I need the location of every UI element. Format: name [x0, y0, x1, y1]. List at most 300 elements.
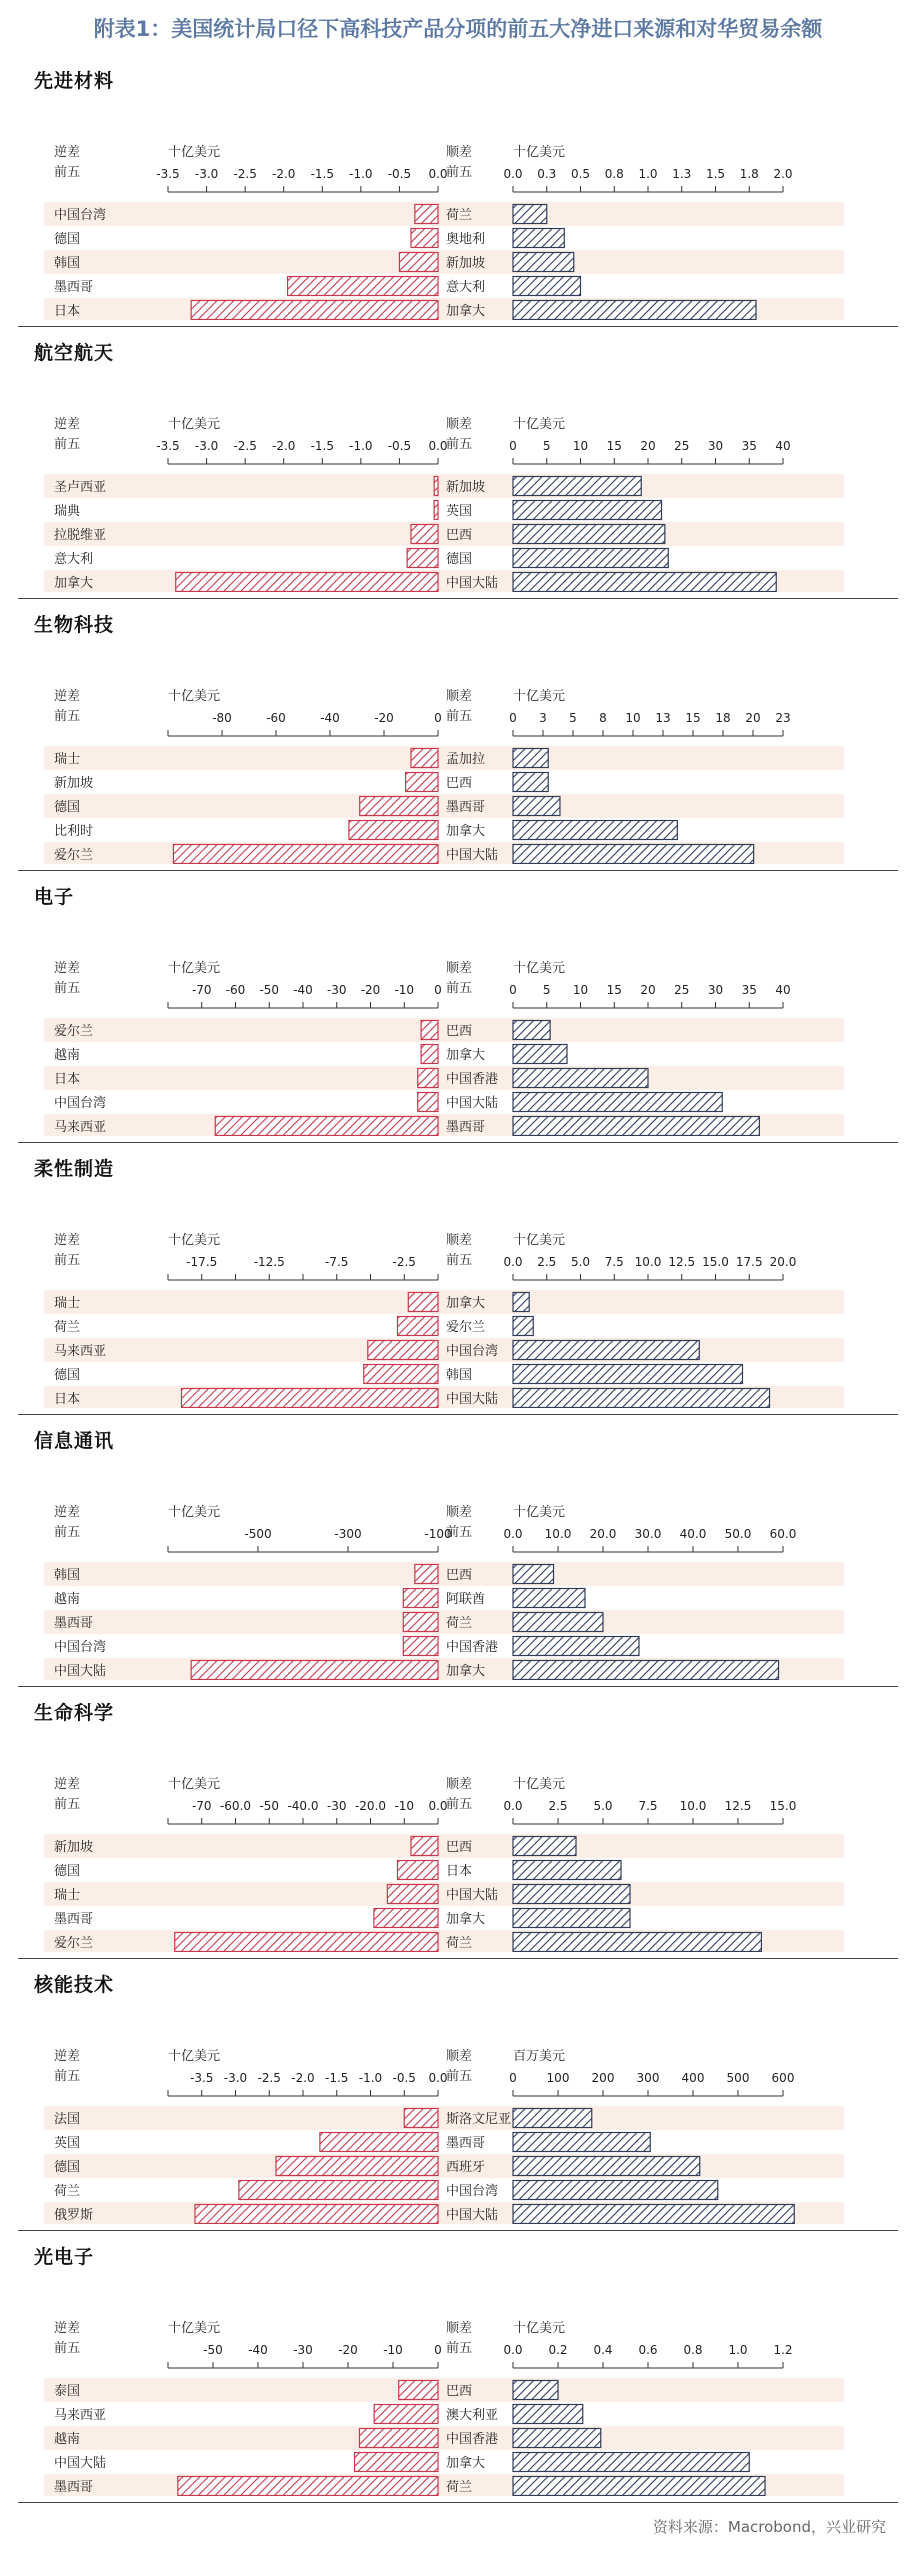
surplus-bar — [513, 1021, 550, 1040]
deficit-bar — [408, 1293, 438, 1312]
left-tick-label: -30 — [326, 1799, 347, 1813]
surplus-header: 前五 — [446, 165, 473, 180]
deficit-bar — [387, 1885, 438, 1904]
deficit-bar — [411, 1837, 438, 1856]
deficit-bar — [239, 2181, 438, 2200]
right-tick-label: 1.0 — [638, 167, 658, 181]
bar-chart — [18, 1732, 898, 1952]
left-unit-label: 十亿美元 — [168, 961, 221, 976]
right-tick-label: 40 — [775, 983, 791, 997]
deficit-header: 前五 — [54, 1253, 81, 1268]
right-tick-label: 15 — [685, 711, 701, 725]
right-tick-label: 0.0 — [503, 1255, 523, 1269]
surplus-bar — [513, 1317, 533, 1336]
chart-panel — [18, 1692, 898, 1964]
right-category-label: 斯洛文尼亚 — [446, 2112, 512, 2127]
right-category-label: 巴西 — [446, 2384, 473, 2399]
left-tick-label: -3.5 — [156, 439, 180, 453]
bar-chart — [18, 916, 898, 1136]
left-tick-label: -80 — [212, 711, 232, 725]
chart-panel — [18, 604, 898, 876]
right-category-label: 英国 — [446, 504, 473, 519]
left-unit-label: 十亿美元 — [168, 689, 221, 704]
left-tick-label: -20.0 — [354, 1799, 387, 1813]
right-unit-label: 十亿美元 — [513, 961, 566, 976]
deficit-bar — [195, 2205, 438, 2224]
right-tick-label: 0 — [509, 439, 517, 453]
surplus-header: 前五 — [446, 1525, 473, 1540]
chart-panel — [18, 332, 898, 604]
deficit-bar — [404, 2109, 438, 2128]
right-category-label: 中国台湾 — [446, 1344, 499, 1359]
left-category-label: 圣卢西亚 — [54, 480, 107, 495]
panel-separator — [18, 1686, 898, 1687]
bar-chart — [18, 1188, 898, 1408]
right-tick-label: 20 — [745, 711, 761, 725]
left-category-label: 马来西亚 — [54, 2408, 107, 2423]
source-note: 资料来源：Macrobond，兴业研究 — [652, 2518, 886, 2536]
deficit-header: 逆差 — [54, 145, 81, 160]
left-tick-label: -40 — [320, 711, 340, 725]
left-category-label: 中国大陆 — [54, 2456, 107, 2471]
row-band — [44, 746, 844, 770]
left-tick-label: -40 — [293, 983, 313, 997]
left-category-label: 韩国 — [54, 1568, 81, 1583]
surplus-bar — [513, 229, 564, 248]
right-tick-label: 0 — [509, 983, 517, 997]
deficit-header: 前五 — [54, 165, 81, 180]
right-category-label: 中国大陆 — [446, 848, 499, 863]
surplus-header: 顺差 — [446, 2321, 473, 2336]
surplus-bar — [513, 773, 548, 792]
deficit-header: 前五 — [54, 2069, 81, 2084]
left-tick-label: -2.5 — [233, 439, 257, 453]
surplus-bar — [513, 549, 668, 568]
right-category-label: 中国台湾 — [446, 2184, 499, 2199]
right-tick-label: 0.0 — [503, 167, 523, 181]
left-tick-label: 0 — [434, 2343, 442, 2357]
surplus-bar — [513, 1837, 576, 1856]
deficit-bar — [374, 1909, 438, 1928]
left-tick-label: -20 — [374, 711, 394, 725]
right-tick-label: 13 — [655, 711, 671, 725]
surplus-header: 前五 — [446, 981, 473, 996]
panel-separator — [18, 1414, 898, 1415]
surplus-header: 顺差 — [446, 417, 473, 432]
chart-panel — [18, 2236, 898, 2508]
deficit-bar — [399, 253, 438, 272]
deficit-header: 前五 — [54, 1525, 81, 1540]
deficit-header: 逆差 — [54, 1233, 81, 1248]
right-category-label: 中国大陆 — [446, 2208, 499, 2223]
left-category-label: 马来西亚 — [54, 1344, 107, 1359]
surplus-bar — [513, 573, 776, 592]
left-category-label: 日本 — [54, 1072, 81, 1087]
right-category-label: 新加坡 — [446, 256, 486, 271]
left-tick-label: -30 — [326, 983, 347, 997]
right-tick-label: 12.5 — [668, 1255, 696, 1269]
right-category-label: 意大利 — [446, 280, 486, 295]
row-band — [44, 1834, 844, 1858]
chart-panel — [18, 1420, 898, 1692]
right-tick-label: 40.0 — [679, 1527, 707, 1541]
right-tick-label: 30.0 — [634, 1527, 662, 1541]
deficit-header: 逆差 — [54, 1505, 81, 1520]
surplus-header: 前五 — [446, 709, 473, 724]
right-tick-label: 15.0 — [702, 1255, 729, 1269]
surplus-bar — [513, 2133, 650, 2152]
deficit-bar — [406, 773, 438, 792]
left-category-label: 德国 — [54, 800, 81, 815]
left-category-label: 瑞士 — [54, 1296, 81, 1311]
deficit-bar — [434, 477, 438, 496]
row-band — [44, 2426, 844, 2450]
surplus-bar — [513, 1045, 567, 1064]
right-tick-label: 10 — [572, 983, 589, 997]
right-tick-label: 10 — [625, 711, 641, 725]
surplus-bar — [513, 2381, 558, 2400]
left-tick-label: -100 — [424, 1527, 452, 1541]
surplus-bar — [513, 1909, 630, 1928]
right-tick-label: 0.0 — [503, 1799, 523, 1813]
panel-separator — [18, 1142, 898, 1143]
right-tick-label: 20 — [640, 983, 656, 997]
right-category-label: 爱尔兰 — [446, 1320, 486, 1335]
right-category-label: 中国香港 — [446, 1640, 499, 1655]
deficit-bar — [418, 1069, 438, 1088]
deficit-header: 逆差 — [54, 689, 81, 704]
right-category-label: 中国香港 — [446, 2432, 499, 2447]
surplus-header: 前五 — [446, 1797, 473, 1812]
left-tick-label: -50 — [259, 1799, 280, 1813]
right-unit-label: 十亿美元 — [513, 1233, 566, 1248]
left-tick-label: -2.5 — [233, 167, 257, 181]
left-tick-label: -1.5 — [310, 167, 334, 181]
right-tick-label: 25 — [674, 983, 690, 997]
right-tick-label: 10 — [572, 439, 589, 453]
right-tick-label: 30 — [707, 983, 724, 997]
left-category-label: 爱尔兰 — [54, 848, 94, 863]
panel-title: 光电子 — [34, 2246, 95, 2268]
right-tick-label: 5 — [542, 439, 551, 453]
left-category-label: 荷兰 — [54, 2184, 81, 2199]
right-tick-label: 17.5 — [735, 1255, 763, 1269]
left-tick-label: -50 — [203, 2343, 223, 2357]
right-tick-label: 0.2 — [548, 2343, 568, 2357]
right-tick-label: 300 — [636, 2071, 660, 2085]
left-category-label: 德国 — [54, 2160, 81, 2175]
right-tick-label: 0.8 — [604, 167, 624, 181]
deficit-header: 逆差 — [54, 2321, 81, 2336]
deficit-bar — [411, 749, 438, 768]
surplus-bar — [513, 2405, 583, 2424]
surplus-header: 前五 — [446, 2341, 473, 2356]
right-category-label: 加拿大 — [446, 2456, 486, 2471]
left-tick-label: -60 — [225, 983, 246, 997]
right-category-label: 中国大陆 — [446, 576, 499, 591]
right-tick-label: 2.5 — [537, 1255, 557, 1269]
chart-panel — [18, 1964, 898, 2236]
right-tick-label: 0 — [509, 2071, 517, 2085]
right-tick-label: 10.0 — [544, 1527, 572, 1541]
deficit-bar — [182, 1389, 439, 1408]
right-category-label: 巴西 — [446, 1568, 473, 1583]
row-band — [44, 1562, 844, 1586]
left-tick-label: -10 — [383, 2343, 403, 2357]
left-category-label: 爱尔兰 — [54, 1936, 94, 1951]
right-tick-label: 0 — [509, 711, 517, 725]
surplus-header: 顺差 — [446, 689, 473, 704]
row-band — [44, 1882, 844, 1906]
left-tick-label: -2.5 — [257, 2071, 281, 2085]
deficit-bar — [403, 1613, 438, 1632]
right-tick-label: 1.2 — [773, 2343, 793, 2357]
right-unit-label: 十亿美元 — [513, 689, 566, 704]
surplus-bar — [513, 2453, 749, 2472]
right-category-label: 墨西哥 — [446, 800, 486, 815]
left-tick-label: 0.0 — [428, 439, 448, 453]
right-tick-label: 0.5 — [570, 167, 591, 181]
right-category-label: 巴西 — [446, 528, 473, 543]
right-category-label: 加拿大 — [446, 1048, 486, 1063]
left-tick-label: -40 — [248, 2343, 268, 2357]
left-category-label: 德国 — [54, 1368, 81, 1383]
row-band — [44, 522, 844, 546]
left-tick-label: -3.0 — [223, 2071, 248, 2085]
right-tick-label: 50.0 — [724, 1527, 752, 1541]
left-category-label: 拉脱维亚 — [54, 528, 107, 543]
deficit-bar — [407, 549, 438, 568]
row-band — [44, 2154, 844, 2178]
deficit-bar — [398, 1861, 439, 1880]
surplus-bar — [513, 205, 547, 224]
left-tick-label: 0.0 — [428, 167, 448, 181]
deficit-header: 前五 — [54, 709, 81, 724]
right-tick-label: 15.0 — [769, 1799, 797, 1813]
left-category-label: 比利时 — [54, 824, 94, 839]
right-unit-label: 十亿美元 — [513, 2321, 566, 2336]
right-category-label: 阿联酋 — [446, 1592, 486, 1607]
right-tick-label: 25 — [674, 439, 690, 453]
right-unit-label: 十亿美元 — [513, 145, 566, 160]
chart-panel — [18, 1148, 898, 1420]
deficit-bar — [359, 2429, 438, 2448]
row-band — [44, 474, 844, 498]
bar-chart — [18, 372, 898, 592]
left-tick-label: -2.0 — [272, 167, 296, 181]
deficit-bar — [415, 1565, 438, 1584]
surplus-header: 顺差 — [446, 1777, 473, 1792]
right-tick-label: 500 — [726, 2071, 750, 2085]
panel-title: 生物科技 — [34, 614, 115, 636]
right-tick-label: 30 — [707, 439, 724, 453]
left-tick-label: -1.0 — [358, 2071, 383, 2085]
panel-title: 生命科学 — [34, 1702, 115, 1724]
deficit-bar — [415, 205, 438, 224]
right-category-label: 西班牙 — [446, 2160, 486, 2175]
deficit-bar — [374, 2405, 438, 2424]
row-band — [44, 1290, 844, 1314]
left-tick-label: -60.0 — [219, 1799, 252, 1813]
left-category-label: 新加坡 — [54, 776, 94, 791]
row-band — [44, 1066, 844, 1090]
left-tick-label: -10 — [394, 1799, 415, 1813]
right-category-label: 荷兰 — [446, 1616, 473, 1631]
surplus-bar — [513, 1589, 585, 1608]
panel-separator — [18, 870, 898, 871]
left-category-label: 中国台湾 — [54, 208, 107, 223]
right-category-label: 加拿大 — [446, 304, 486, 319]
right-tick-label: 35 — [741, 983, 757, 997]
left-tick-label: -20 — [338, 2343, 358, 2357]
left-tick-label: -0.5 — [392, 2071, 416, 2085]
panel-title: 核能技术 — [34, 1974, 115, 1996]
right-unit-label: 十亿美元 — [513, 1505, 566, 1520]
figure-title: 附表1：美国统计局口径下高科技产品分项的前五大净进口来源和对华贸易余额 — [93, 17, 823, 41]
bar-chart — [18, 100, 898, 320]
deficit-bar — [191, 301, 438, 320]
left-category-label: 爱尔兰 — [54, 1024, 94, 1039]
deficit-bar — [191, 1661, 438, 1680]
left-unit-label: 十亿美元 — [168, 2321, 221, 2336]
right-category-label: 中国大陆 — [446, 1096, 499, 1111]
right-tick-label: 20.0 — [589, 1527, 617, 1541]
bar-chart — [18, 2276, 898, 2496]
deficit-bar — [421, 1021, 438, 1040]
surplus-bar — [513, 1341, 699, 1360]
bar-chart — [18, 644, 898, 864]
surplus-bar — [513, 301, 756, 320]
left-category-label: 俄罗斯 — [54, 2208, 94, 2223]
panel-title: 电子 — [34, 886, 75, 908]
left-tick-label: -3.0 — [194, 439, 219, 453]
deficit-bar — [360, 797, 438, 816]
surplus-header: 前五 — [446, 1253, 473, 1268]
right-tick-label: 8 — [599, 711, 607, 725]
surplus-header: 顺差 — [446, 145, 473, 160]
deficit-header: 前五 — [54, 981, 81, 996]
deficit-bar — [411, 229, 438, 248]
right-tick-label: 20.0 — [769, 1255, 797, 1269]
left-category-label: 英国 — [54, 2136, 81, 2151]
left-unit-label: 十亿美元 — [168, 145, 221, 160]
right-tick-label: 0.4 — [593, 2343, 613, 2357]
right-category-label: 奥地利 — [446, 232, 486, 247]
left-category-label: 墨西哥 — [54, 2480, 94, 2495]
right-category-label: 澳大利亚 — [446, 2408, 499, 2423]
deficit-bar — [175, 1933, 438, 1952]
left-category-label: 墨西哥 — [54, 280, 94, 295]
right-category-label: 中国大陆 — [446, 1392, 499, 1407]
left-tick-label: -2.0 — [291, 2071, 315, 2085]
left-category-label: 加拿大 — [54, 576, 94, 591]
left-category-label: 墨西哥 — [54, 1616, 94, 1631]
right-tick-label: 2.0 — [773, 167, 793, 181]
right-tick-label: 15 — [606, 439, 622, 453]
row-band — [44, 1338, 844, 1362]
left-tick-label: -0.5 — [387, 167, 412, 181]
surplus-bar — [513, 501, 662, 520]
right-tick-label: 3 — [539, 711, 547, 725]
deficit-bar — [173, 845, 438, 864]
surplus-bar — [513, 1365, 743, 1384]
deficit-bar — [215, 1117, 438, 1136]
right-unit-label: 十亿美元 — [513, 417, 566, 432]
left-category-label: 法国 — [54, 2112, 81, 2127]
chart-panel — [18, 876, 898, 1148]
left-tick-label: -40.0 — [287, 1799, 319, 1813]
right-tick-label: 2.5 — [548, 1799, 568, 1813]
right-tick-label: 7.5 — [638, 1799, 658, 1813]
right-tick-label: 12.5 — [724, 1799, 752, 1813]
left-category-label: 瑞典 — [54, 504, 81, 519]
right-tick-label: 15 — [606, 983, 622, 997]
deficit-header: 前五 — [54, 437, 81, 452]
left-tick-label: -300 — [334, 1527, 362, 1541]
surplus-bar — [513, 525, 665, 544]
deficit-header: 前五 — [54, 1797, 81, 1812]
left-category-label: 新加坡 — [54, 1840, 94, 1855]
deficit-bar — [355, 2453, 438, 2472]
right-tick-label: 10.0 — [634, 1255, 662, 1269]
right-category-label: 韩国 — [446, 1368, 473, 1383]
deficit-header: 逆差 — [54, 1777, 81, 1792]
left-tick-label: -7.5 — [325, 1255, 349, 1269]
deficit-bar — [403, 1589, 438, 1608]
surplus-bar — [513, 1861, 621, 1880]
left-category-label: 德国 — [54, 232, 81, 247]
left-tick-label: -60 — [266, 711, 286, 725]
chart-panel — [18, 60, 898, 332]
deficit-header: 逆差 — [54, 417, 81, 432]
right-category-label: 墨西哥 — [446, 2136, 486, 2151]
left-tick-label: -10 — [394, 983, 415, 997]
right-category-label: 中国大陆 — [446, 1888, 499, 1903]
right-tick-label: 400 — [681, 2071, 705, 2085]
left-tick-label: -30 — [293, 2343, 313, 2357]
left-tick-label: 0.0 — [428, 1799, 448, 1813]
left-category-label: 泰国 — [54, 2384, 81, 2399]
right-tick-label: 100 — [546, 2071, 570, 2085]
surplus-bar — [513, 1661, 779, 1680]
panel-title: 信息通讯 — [34, 1430, 115, 1452]
deficit-bar — [368, 1341, 438, 1360]
right-category-label: 巴西 — [446, 776, 473, 791]
surplus-bar — [513, 2205, 794, 2224]
left-category-label: 日本 — [54, 304, 81, 319]
deficit-bar — [288, 277, 438, 296]
panel-separator — [18, 1958, 898, 1959]
surplus-bar — [513, 1293, 529, 1312]
left-tick-label: 0 — [434, 711, 442, 725]
surplus-bar — [513, 1885, 630, 1904]
deficit-bar — [176, 573, 438, 592]
left-category-label: 中国台湾 — [54, 1640, 107, 1655]
deficit-header: 逆差 — [54, 961, 81, 976]
deficit-bar — [364, 1365, 438, 1384]
right-tick-label: 0.6 — [638, 2343, 658, 2357]
surplus-bar — [513, 2477, 765, 2496]
deficit-bar — [349, 821, 438, 840]
left-category-label: 越南 — [54, 1592, 81, 1607]
left-tick-label: 0.0 — [428, 2071, 448, 2085]
panel-title: 航空航天 — [34, 342, 115, 364]
left-tick-label: -1.5 — [310, 439, 334, 453]
right-tick-label: 18 — [715, 711, 731, 725]
left-tick-label: -1.0 — [349, 167, 373, 181]
left-category-label: 马来西亚 — [54, 1120, 107, 1135]
panel-separator — [18, 326, 898, 327]
